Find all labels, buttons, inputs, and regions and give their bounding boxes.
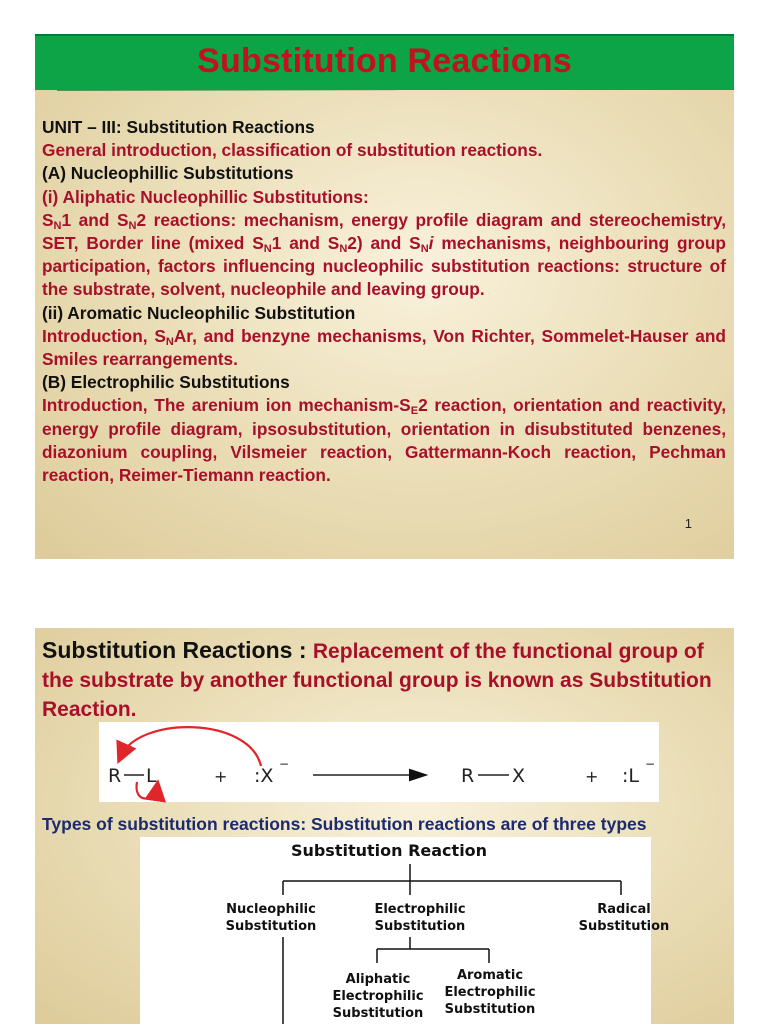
product-x: X xyxy=(512,765,526,787)
classification-tree xyxy=(140,837,670,1024)
reaction-equation xyxy=(99,722,659,802)
node-aliphatic-1: Aliphatic xyxy=(345,972,411,987)
types-line: Types of substitution reactions: Substitution reactions are of three types xyxy=(42,814,647,834)
definition-text: Replacement of the functional group of the substrate by another functional group is known as Substitution Reaction. xyxy=(42,640,712,721)
curved-arrow-attack xyxy=(121,727,261,766)
title-divider xyxy=(57,90,397,91)
intro-line: General introduction, classification of substitution reactions. xyxy=(42,140,543,161)
node-electrophilic-2: Substitution xyxy=(374,919,466,934)
atom-l: L xyxy=(146,765,157,787)
reaction-equation-svg xyxy=(99,722,659,802)
definition-lead: Substitution Reactions : xyxy=(42,637,313,663)
paragraph-aromatic: Introduction, $S_NAr$, and benzyne mechanisms, Von Richter, Sommelet-Hauser and Smiles rearrangements. xyxy=(42,325,726,370)
node-radical-2: Substitution xyxy=(578,919,670,934)
nucleophile: :X xyxy=(254,765,274,787)
leaving-group: :L xyxy=(622,765,639,787)
paragraph-aliphatic: $S_N1$ and $S_N2$ reactions: mechanism, energy profile diagram and stereochemistry, SET, Border line (mixed $S_N1$ and $S_N2$) and $S_Ni$ mechanisms, neighbouring group participation, factors influencing nucleophilic substitution reactions: structure of the substrate, solvent, nucleophile and leaving group. xyxy=(42,209,726,300)
node-aromatic-2: Electrophilic xyxy=(444,985,536,1000)
syllabus-content xyxy=(42,116,726,487)
subsection-i-heading: (i) Aliphatic Nucleophillic Substitutions: xyxy=(42,186,369,207)
node-nucleophilic-1: Nucleophilic xyxy=(226,902,316,917)
section-b-heading: (B) Electrophilic Substitutions xyxy=(42,372,290,393)
product-r: R xyxy=(461,765,475,787)
classification-tree-svg xyxy=(140,837,670,1024)
subsection-ii-heading: (ii) Aromatic Nucleophilic Substitution xyxy=(42,302,356,323)
node-electrophilic-1: Electrophilic xyxy=(374,902,466,917)
node-radical-1: Radical xyxy=(597,902,651,917)
plus-sign-2: + xyxy=(585,767,599,786)
slide-title: Substitution Reactions xyxy=(197,42,572,80)
slide-1 xyxy=(35,34,734,559)
node-nucleophilic-2: Substitution xyxy=(225,919,317,934)
node-aromatic-1: Aromatic xyxy=(456,968,524,983)
plus-sign-1: + xyxy=(214,767,228,786)
paragraph-electrophilic: Introduction, The arenium ion mechanism-$S_E2$ reaction, orientation and reactivity, energy profile diagram, ipsosubstitution, orientation in disubstituted benzenes, diazonium coupling, Vilsmeier reaction, Gattermann-Koch reaction, Pechman reaction, Reimer-Tiemann reaction. xyxy=(42,395,727,486)
definition-heading xyxy=(42,636,722,724)
node-aliphatic-2: Electrophilic xyxy=(332,989,424,1004)
leaving-group-charge: − xyxy=(645,757,656,771)
title-bar xyxy=(35,34,734,90)
slide-2 xyxy=(35,628,734,1024)
section-a-heading: (A) Nucleophillic Substitutions xyxy=(42,163,294,184)
atom-r: R xyxy=(108,765,122,787)
unit-line: UNIT – III: Substitution Reactions xyxy=(42,117,315,137)
node-aliphatic-3: Substitution xyxy=(332,1006,424,1021)
tree-root: Substitution Reaction xyxy=(290,841,488,860)
nucleophile-charge: − xyxy=(279,757,290,771)
node-aromatic-3: Substitution xyxy=(444,1002,536,1017)
page-number: 1 xyxy=(684,516,692,531)
